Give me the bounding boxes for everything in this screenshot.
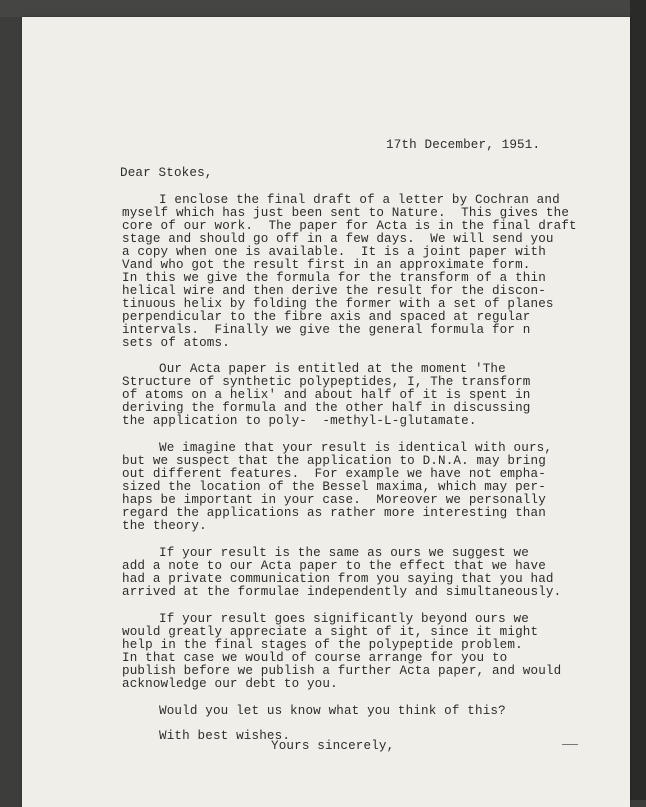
paragraph-line: intervals. Finally we give the general formula for n [122, 323, 531, 337]
paragraph-line: If your result is the same as ours we suggest we [159, 546, 529, 560]
letter-page [22, 17, 630, 807]
paragraph-line: the application to poly- -methyl-L-glutamate. [122, 414, 477, 428]
paragraph-line: the theory. [122, 519, 207, 533]
letter-body [22, 17, 630, 807]
paragraph-line: stage and should go off in a few days. We will send you [122, 232, 554, 246]
paragraph-line: I enclose the final draft of a letter by Cochran and [159, 193, 560, 207]
paragraph-line: Our Acta paper is entitled at the moment 'The [159, 362, 506, 376]
paragraph-line: acknowledge our debt to you. [122, 677, 338, 691]
closing: Yours sincerely, [271, 739, 395, 753]
paragraph-line: perpendicular to the fibre axis and spaced at regular [122, 310, 531, 324]
paragraph-line: In this we give the formula for the transform of a thin [122, 271, 546, 285]
paragraph-line: Structure of synthetic polypeptides, I, The transform [122, 375, 531, 389]
paragraph-line: sized the location of the Bessel maxima, which may per- [122, 480, 546, 494]
paragraph-line: We imagine that your result is identical with ours, [159, 441, 553, 455]
letter-date: 17th December, 1951. [386, 138, 541, 152]
paragraph-line: helical wire and then derive the result for the discon- [122, 284, 546, 298]
paragraph-line: had a private communication from you saying that you had [122, 572, 554, 586]
scan-background-top [0, 0, 646, 17]
paragraph-line: sets of atoms. [122, 336, 230, 350]
paragraph-line: deriving the formula and the other half in discussing [122, 401, 531, 415]
paragraph-line: haps be important in your case. Moreover we personally [122, 493, 546, 507]
paragraph-line: add a note to our Acta paper to the effect that we have [122, 559, 546, 573]
paragraph-line: Vand who got the result first in an approximate form. [122, 258, 531, 272]
ink-mark [562, 744, 578, 745]
paragraph-line: arrived at the formulae independently and simultaneously. [122, 585, 562, 599]
paragraph-line: but we suspect that the application to D.N.A. may bring [122, 454, 546, 468]
paragraph-line: of atoms on a helix' and about half of it is spent in [122, 388, 531, 402]
paragraph-line: regard the applications as rather more interesting than [122, 506, 546, 520]
paragraph-line: In that case we would of course arrange for you to [122, 651, 508, 665]
scan-background-right [630, 0, 646, 800]
paragraph-line: would greatly appreciate a sight of it, since it might [122, 625, 539, 639]
paragraph-line: help in the final stages of the polypeptide problem. [122, 638, 523, 652]
paragraph-6: Would you let us know what you think of this? [159, 704, 506, 718]
paragraph-line: publish before we publish a further Acta paper, and would [122, 664, 562, 678]
paragraph-line: tinuous helix by folding the former with a set of planes [122, 297, 554, 311]
paragraph-7: With best wishes. [159, 729, 291, 743]
salutation: Dear Stokes, [120, 166, 213, 180]
paragraph-line: If your result goes significantly beyond ours we [159, 612, 529, 626]
paragraph-line: myself which has just been sent to Nature. This gives the [122, 206, 570, 220]
paragraph-line: out different features. For example we have not empha- [122, 467, 546, 481]
paragraph-line: core of our work. The paper for Acta is in the final draft [122, 219, 577, 233]
paragraph-line: a copy when one is available. It is a joint paper with [122, 245, 546, 259]
